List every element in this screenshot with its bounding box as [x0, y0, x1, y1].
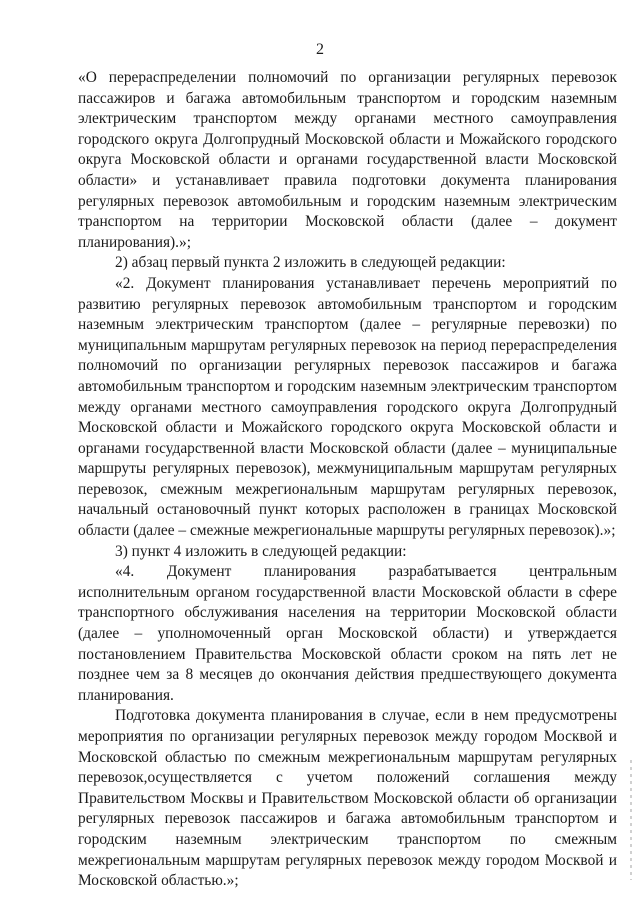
- document-body: [78, 68, 617, 892]
- paragraph-amendment-3: 3) пункт 4 изложить в следующей редакции:: [115, 542, 407, 560]
- scan-edge-mark: [630, 760, 632, 880]
- paragraph-continuation: «О перераспределении полномочий по организации регулярных перевозок пассажиров и багажа автомобильным транспортом и городским наземным электрическим транспортом между органами местного самоуправления городского округа Долгопрудный Московской области и Можайского городского округа Московской области и органами государственной власти Московской области» и устанавливает правила подготовки документа планирования регулярных перевозок автомобильным и городским наземным электрическим транспортом на территории Московской области (далее – документ планирования).»;: [78, 69, 617, 251]
- paragraph-point-4: «4. Документ планирования разрабатывается центральным исполнительным органом государственной власти Московской области в сфере транспортного обслуживания населения на территории Московской области (далее – уполномоченный орган Московской области) и утверждается постановлением Правительства Московской области сроком на пять лет не позднее чем за 8 месяцев до окончания действия предшествующего документа планирования.: [78, 563, 617, 704]
- paragraph-amendment-2: 2) абзац первый пункта 2 изложить в следующей редакции:: [115, 254, 506, 272]
- paragraph-point-4-continued: Подготовка документа планирования в случае, если в нем предусмотрены мероприятия по организации регулярных перевозок между городом Москвой и Московской областью по смежным межрегиональным маршрутам регулярных перевозок,осуществляется с учетом положений соглашения между Правительством Москвы и Правительством Московской области об организации регулярных перевозок пассажиров и багажа автомобильным транспортом и городским наземным электрическим транспортом по смежным межрегиональным маршрутам регулярных перевозок между городом Москвой и Московской областью.»;: [78, 707, 617, 890]
- paragraph-point-2: «2. Документ планирования устанавливает перечень мероприятий по развитию регулярных перевозок автомобильным транспортом и городским наземным электрическим транспортом (далее – регулярные перевозки) по муниципальным маршрутам регулярных перевозок на период перераспределения полномочий по организации регулярных перевозок пассажиров и багажа автомобильным транспортом и городским наземным электрическим транспортом между органами местного самоуправления городского округа Долгопрудный Московской области и Можайского городского округа Московской области и органами государственной власти Московской области (далее – муниципальные маршруты регулярных перевозок), межмуниципальным маршрутам регулярных перевозок, смежным межрегиональным маршрутам регулярных перевозок, начальный остановочный пункт которых расположен в границах Московской области (далее – смежные межрегиональные маршруты регулярных перевозок).»;: [78, 274, 617, 540]
- page-number: 2: [316, 41, 324, 58]
